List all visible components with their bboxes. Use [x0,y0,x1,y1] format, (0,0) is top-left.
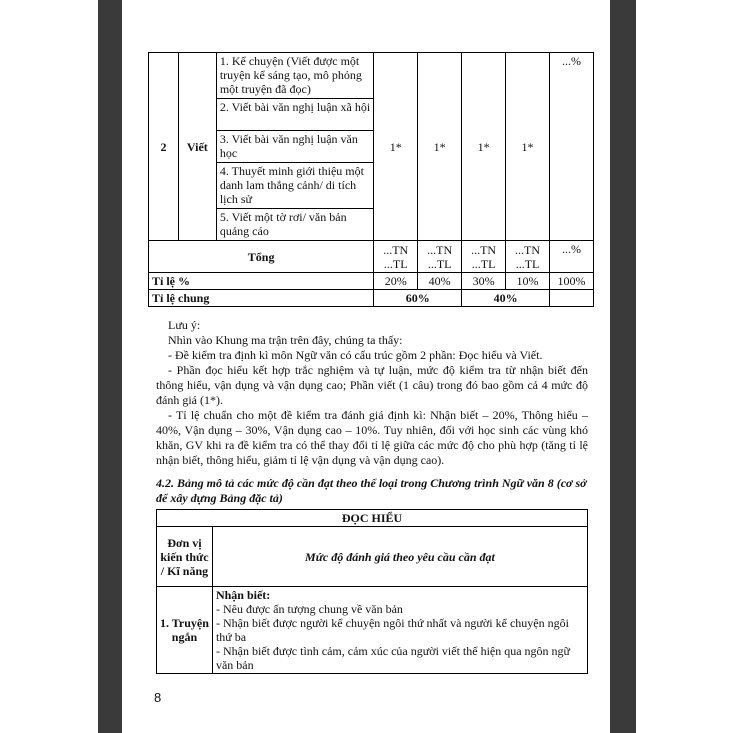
writing-item: 3. Viết bài văn nghị luận văn học [216,131,373,163]
notes-section [156,318,588,468]
matrix-table [148,52,594,307]
ratio-cell: 10% [506,273,550,290]
col-header-unit: Đơn vị kiến thức / Kĩ năng [157,527,213,587]
section-heading: 4.2. Bảng mô tả các mức độ cần đạt theo thể loại trong Chương trình Ngữ văn 8 (cơ sở để xây dựng Bảng đặc tả) [156,476,587,505]
notes-paragraph: - Tỉ lệ chuẩn cho một đề kiểm tra đánh giá định kì: Nhận biết – 20%, Thông hiểu – 40%, Vận dụng – 30%, Vận dụng cao – 10%. Tuy nhiên, đối với học sinh các vùng khó khăn, GV khi ra đề kiểm tra có thể thay đổi tỉ lệ giữa các mức độ cho phù hợp (tăng tỉ lệ nhận biết, thông hiểu, giảm tỉ lệ vận dụng và vận dụng cao). [156,408,588,467]
total-percent: ...% [550,241,594,273]
general-label: Tỉ lệ chung [149,290,374,307]
row-number: 2 [149,53,179,241]
page-number: 8 [154,690,162,705]
general-cell: 40% [462,290,550,307]
percent-cell: ...% [550,53,594,241]
section-header: ĐỌC HIỂU [157,510,588,527]
level-cell [212,587,587,674]
ratio-cell: 40% [418,273,462,290]
level-title: Nhận biết: [215,588,271,602]
tn-tl-cell: ...TN ...TL [462,241,506,273]
level-bullet: - Nêu được ấn tượng chung về văn bản [215,602,403,616]
col-header-level: Mức độ đánh giá theo yêu cầu cần đạt [212,527,587,587]
ratio-cell: 100% [550,273,594,290]
notes-title: Lưu ý: [168,318,201,332]
mark-cell: 1* [506,53,550,241]
ratio-cell: 20% [374,273,418,290]
tn-tl-cell: ...TN ...TL [418,241,462,273]
empty-cell [550,290,594,307]
writing-item: 4. Thuyết minh giới thiệu một danh lam thắng cảnh/ di tích lịch sử [216,163,373,209]
description-table [156,509,588,674]
mark-cell: 1* [418,53,462,241]
writing-item: 5. Viết một tờ rơi/ văn bản quảng cáo [216,209,373,241]
writing-item: 2. Viết bài văn nghị luận xã hội [216,99,373,131]
ratio-cell: 30% [462,273,506,290]
mark-cell: 1* [374,53,418,241]
skill-cell: Viết [178,53,216,241]
tn-tl-cell: ...TN ...TL [506,241,550,273]
notes-paragraph: - Phần đọc hiểu kết hợp trắc nghiệm và tự luận, mức độ kiểm tra từ nhận biết đến thông hiểu, vận dụng và vận dụng cao; Phần viết (1 câu) trong đó bao gồm cả 4 mức độ đánh giá (1*). [156,363,588,407]
mark-cell: 1* [462,53,506,241]
right-border [610,0,636,733]
document-page [122,0,610,733]
writing-item: 1. Kể chuyện (Viết được một truyện kể sáng tạo, mô phỏng một truyện đã đọc) [216,53,373,99]
level-bullet: - Nhận biết được tình cảm, cảm xúc của người viết thể hiện qua ngôn ngữ văn bản [215,644,571,672]
ratio-label: Tỉ lệ % [149,273,374,290]
general-cell: 60% [374,290,462,307]
unit-cell: 1. Truyện ngắn [157,587,213,674]
left-margin [0,0,98,733]
total-label: Tổng [149,241,374,273]
left-border [98,0,122,733]
notes-paragraph: Nhìn vào Khung ma trận trên đây, chúng ta thấy: [168,333,403,347]
notes-paragraph: - Đề kiểm tra định kì môn Ngữ văn có cấu trúc gồm 2 phần: Đọc hiểu và Viết. [168,348,543,362]
level-bullet: - Nhận biết được người kể chuyện ngôi thứ nhất và người kể chuyện ngôi thứ ba [215,616,569,644]
tn-tl-cell: ...TN ...TL [374,241,418,273]
